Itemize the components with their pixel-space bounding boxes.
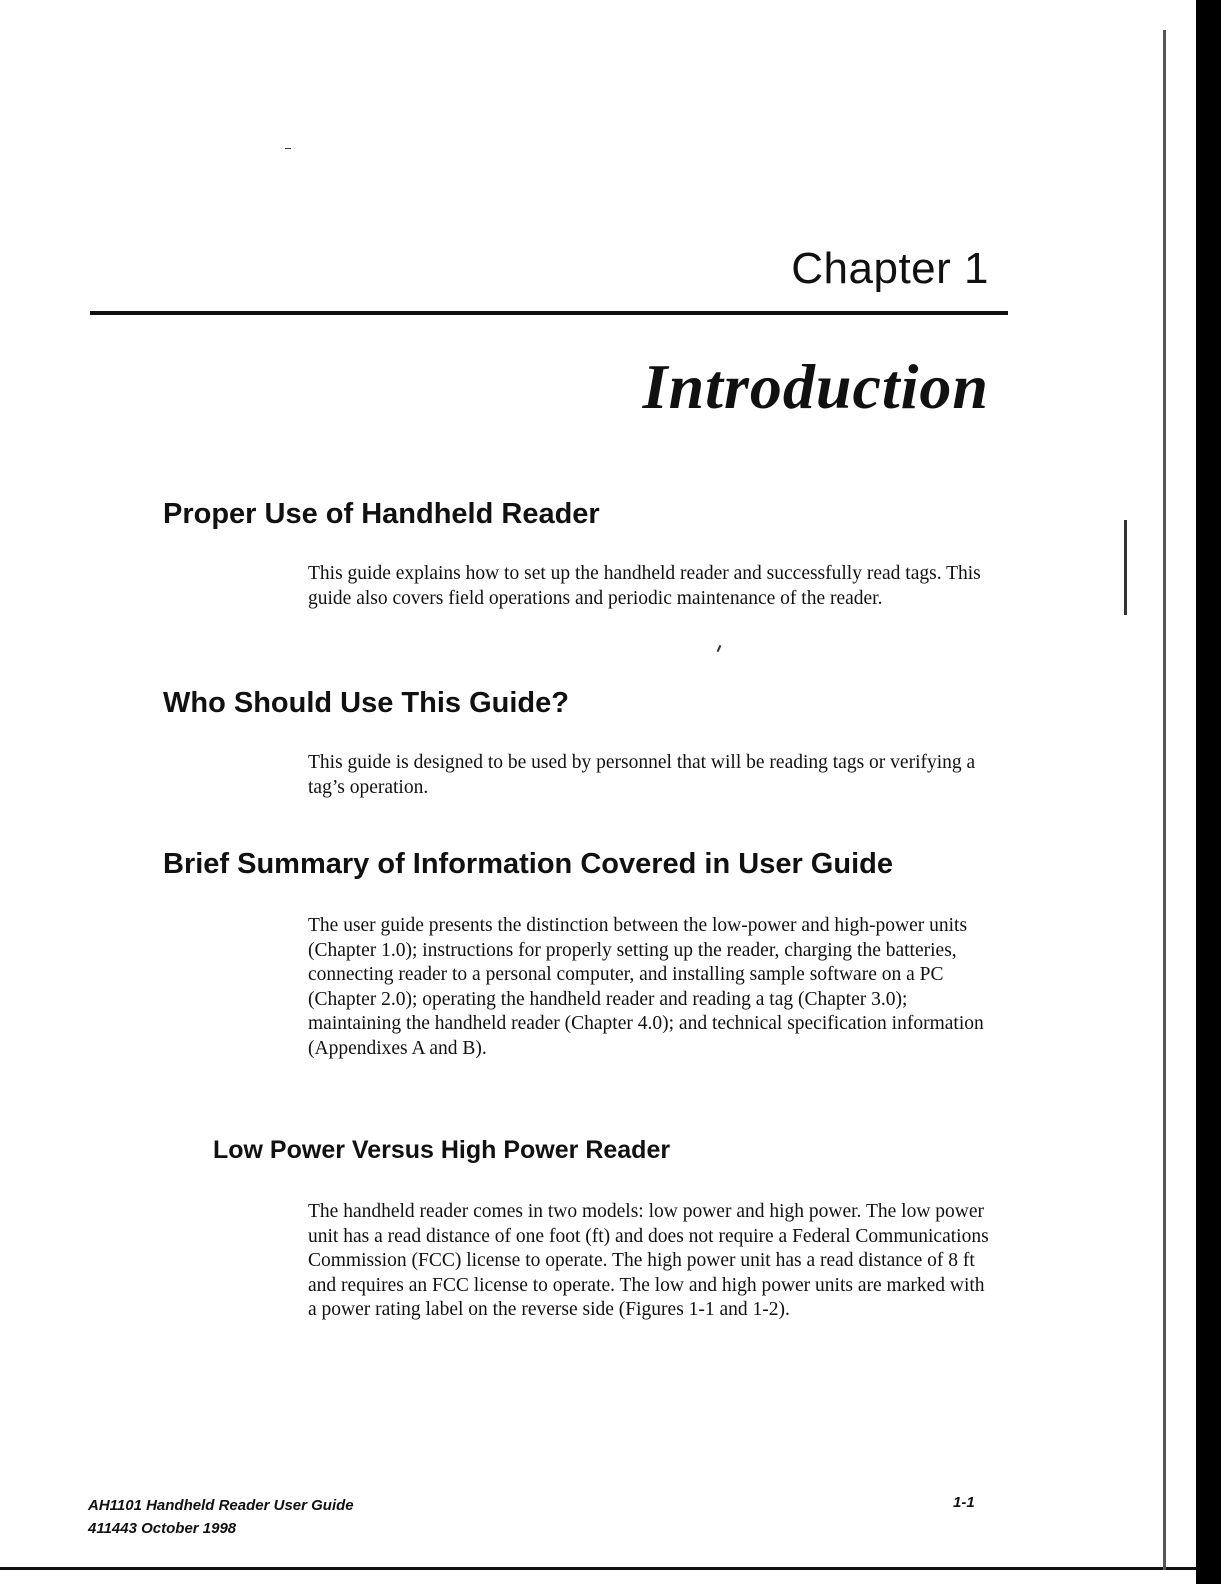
section-body-proper-use: This guide explains how to set up the handheld reader and successfully read tags. This guide also covers field operations and periodic maintenance of the reader.: [308, 563, 981, 609]
scan-mark-left-line: [1124, 520, 1127, 615]
scan-edge-shadow: [1196, 0, 1221, 1584]
footer-doc-title: AH1101 Handheld Reader User Guide: [88, 1497, 354, 1514]
section-body-brief-summary: The user guide presents the distinction between the low-power and high-power units (Chapter 1.0); instructions for properly setting up the reader, charging the batteries, connecting reader to a personal computer, and installing sample software on a PC (Chapter 2.0); operating the handheld reader and reading a tag (Chapter 3.0); maintaining the handheld reader (Chapter 4.0); and technical specification information (Appendixes A and B).: [308, 915, 984, 1059]
subsection-body-low-vs-high: The handheld reader comes in two models: low power and high power. The low power unit has a read distance of one foot (ft) and does not require a Federal Communications Commission (FCC) license to operate. The high power unit has a read distance of 8 ft and requires an FCC license to operate. The low and high power units are marked with a power rating label on the reverse side (Figures 1-1 and 1-2).: [308, 1201, 989, 1320]
section-body-who-should-use: This guide is designed to be used by personnel that will be reading tags or verifying a tag’s operation.: [308, 752, 976, 798]
bottom-rule: [0, 1567, 1221, 1570]
footer-doc-number-date: 411443 October 1998: [88, 1520, 237, 1537]
chapter-label: Chapter 1: [791, 244, 989, 293]
scan-speck: [285, 148, 291, 149]
chapter-rule: [90, 311, 1008, 315]
subsection-heading-low-vs-high: Low Power Versus High Power Reader: [213, 1136, 671, 1164]
chapter-title: Introduction: [642, 351, 989, 422]
section-heading-who-should-use: Who Should Use This Guide?: [163, 687, 569, 719]
footer-doc-info: [88, 1494, 354, 1540]
section-heading-proper-use: Proper Use of Handheld Reader: [163, 498, 600, 530]
section-heading-brief-summary: Brief Summary of Information Covered in User Guide: [163, 848, 893, 880]
scan-vertical-line: [1163, 30, 1166, 1570]
scan-speck: [717, 645, 722, 652]
footer-page-number: 1-1: [953, 1494, 975, 1511]
